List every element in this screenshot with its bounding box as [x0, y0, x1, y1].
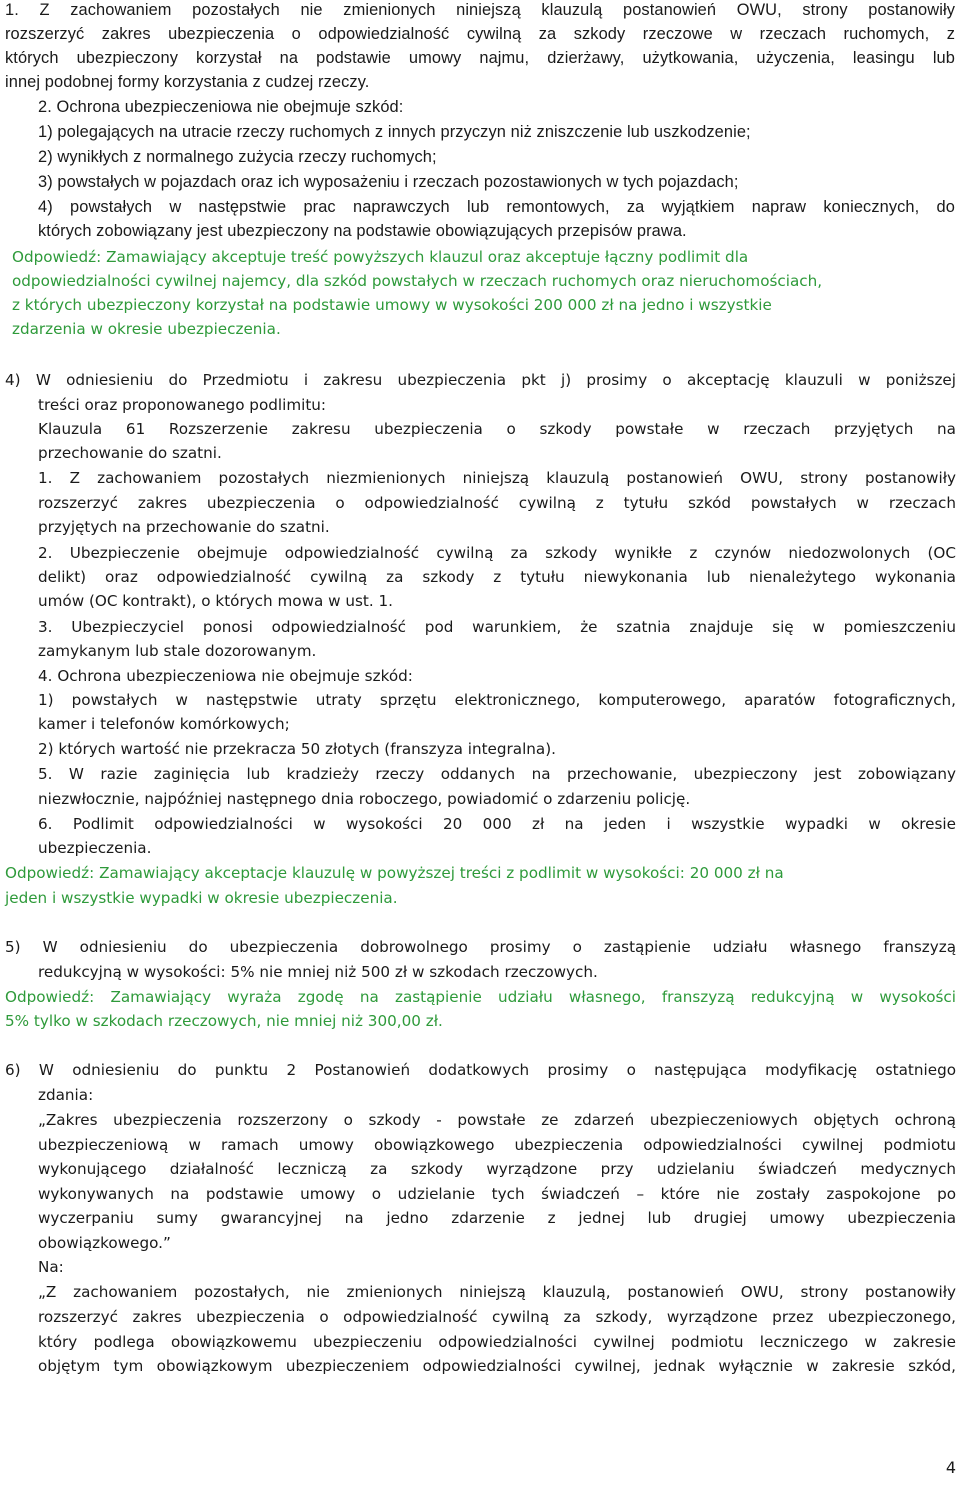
page-number: 4 — [945, 1458, 956, 1477]
text-line: 1) powstałych w następstwie utraty sprzętu elektronicznego, komputerowego, aparatów fotograficznych, — [38, 691, 956, 709]
text-line: 3) powstałych w pojazdach oraz ich wyposażeniu i rzeczach pozostawionych w tych pojazdach; — [38, 173, 739, 191]
answer-line: z których ubezpieczony korzystał na podstawie umowy w wysokości 200 000 zł na jedno i wszystkie — [12, 296, 772, 314]
text-line: wyczerpaniu sumy gwarancyjnej na jedno zdarzenie z jednej lub drugiej umowy ubezpieczenia — [38, 1209, 956, 1227]
question-line: 6) W odniesieniu do punktu 2 Postanowień dodatkowych prosimy o następująca modyfikację ostatniego — [5, 1061, 956, 1079]
text-line: umów (OC kontrakt), o których mowa w ust. 1. — [38, 592, 394, 610]
text-line: 1. Z zachowaniem pozostałych nie zmienionych niniejszą klauzulą postanowień OWU, strony postanowiły — [5, 1, 955, 19]
text-line: wykonywanych na podstawie umowy o udzielanie tych świadczeń – które nie zostały zaspokojone po — [38, 1185, 956, 1203]
text-line: 5. W razie zaginięcia lub kradzieży rzeczy oddanych na przechowanie, ubezpieczony jest zobowiązany — [38, 765, 956, 783]
text-line: 6. Podlimit odpowiedzialności w wysokości 20 000 zł na jeden i wszystkie wypadki w okresie — [38, 815, 956, 833]
text-line: 2. Ochrona ubezpieczeniowa nie obejmuje szkód: — [38, 98, 404, 116]
text-line: wykonującego działalność leczniczą za szkody wyrządzone przy udzielaniu świadczeń medycznych — [38, 1160, 956, 1178]
text-line: których zobowiązany jest ubezpieczony na podstawie obowiązujących przepisów prawa. — [38, 222, 687, 240]
text-line: 1. Z zachowaniem pozostałych niezmienionych niniejszą klauzulą postanowień OWU, strony postanowiły — [38, 469, 956, 487]
answer-line: zdarzenia w okresie ubezpieczenia. — [12, 320, 281, 338]
answer-line: odpowiedzialności cywilnej najemcy, dla szkód powstałych w rzeczach ruchomych oraz nieruchomościach, — [12, 272, 823, 290]
text-line: który podlega obowiązkowemu ubezpieczeniu odpowiedzialności cywilnej podmiotu leczniczego w zakresie — [38, 1333, 956, 1351]
answer-line: Odpowiedź: Zamawiający akceptacje klauzulę w powyższej treści z podlimit w wysokości: 20 000 zł na — [5, 864, 784, 882]
text-line: „Zakres ubezpieczenia rozszerzony o szkody - powstałe ze zdarzeń ubezpieczeniowych objętych ochroną — [38, 1111, 956, 1129]
text-line: „Z zachowaniem pozostałych, nie zmienionych niniejszą klauzulą, postanowień OWU, strony postanowiły — [38, 1283, 956, 1301]
text-line: objętym tym obowiązkowym ubezpieczeniem odpowiedzialności cywilnej, jednak wyłącznie w zakresie szkód, — [38, 1357, 956, 1375]
text-line: których ubezpieczony korzystał na podstawie umowy najmu, dzierżawy, użytkowania, użyczenia, leasingu lub — [5, 49, 955, 67]
answer-line: 5% tylko w szkodach rzeczowych, nie mniej niż 300,00 zł. — [5, 1012, 443, 1030]
text-line: 2) których wartość nie przekracza 50 złotych (franszyza integralna). — [38, 740, 556, 758]
text-line: innej podobnej formy korzystania z cudzej rzeczy. — [5, 73, 370, 91]
text-line: 4) powstałych w następstwie prac naprawczych lub remontowych, za wyjątkiem napraw koniecznych, do — [38, 198, 955, 216]
text-line: ubezpieczenia. — [38, 839, 152, 857]
text-line: ubezpieczeniową w ramach umowy obowiązkowego ubezpieczenia odpowiedzialności cywilnej podmiotu — [38, 1136, 956, 1154]
text-line: rozszerzyć zakres ubezpieczenia o odpowiedzialność cywilną z tytułu szkód powstałych w rzeczach — [38, 494, 956, 512]
answer-line: jeden i wszystkie wypadki w okresie ubezpieczenia. — [5, 889, 398, 907]
text-line: treści oraz proponowanego podlimitu: — [38, 396, 327, 414]
text-line: redukcyjną w wysokości: 5% nie mniej niż 500 zł w szkodach rzeczowych. — [38, 963, 598, 981]
text-line: 3. Ubezpieczyciel ponosi odpowiedzialność pod warunkiem, że szatnia znajduje się w pomieszczeniu — [38, 618, 956, 636]
text-line: 1) polegających na utracie rzeczy ruchomych z innych przyczyn niż zniszczenie lub uszkodzenie; — [38, 123, 751, 141]
text-line: niezwłocznie, najpóźniej następnego dnia roboczego, powiadomić o zdarzeniu policję. — [38, 790, 691, 808]
answer-line: Odpowiedź: Zamawiający akceptuje treść powyższych klauzul oraz akceptuje łączny podlimit dla — [12, 248, 749, 266]
text-line: 4. Ochrona ubezpieczeniowa nie obejmuje szkód: — [38, 667, 413, 685]
text-line: kamer i telefonów komórkowych; — [38, 715, 290, 733]
text-line: zamykanym lub stale dozorowanym. — [38, 642, 317, 660]
text-line: 2) wynikłych z normalnego zużycia rzeczy ruchomych; — [38, 148, 437, 166]
text-line: przechowanie do szatni. — [38, 444, 222, 462]
text-line: rozszerzyć zakres ubezpieczenia o odpowiedzialność cywilną za szkody, wyrządzone przez ubezpieczonego, — [38, 1308, 956, 1326]
answer-line: Odpowiedź: Zamawiający wyraża zgodę na zastąpienie udziału własnego, franszyzą redukcyjną w wysokości — [5, 988, 956, 1006]
question-line: 5) W odniesieniu do ubezpieczenia dobrowolnego prosimy o zastąpienie udziału własnego franszyzą — [5, 938, 956, 956]
question-line: 4) W odniesieniu do Przedmiotu i zakresu ubezpieczenia pkt j) prosimy o akceptację klauzuli w poniższej — [5, 371, 956, 389]
text-line: rozszerzyć zakres ubezpieczenia o odpowiedzialność cywilną za szkody rzeczowe w rzeczach ruchomych, z — [5, 25, 955, 43]
text-line: obowiązkowego.” — [38, 1234, 171, 1252]
text-line: przyjętych na przechowanie do szatni. — [38, 518, 330, 536]
text-line: delikt) oraz odpowiedzialność cywilną za szkody z tytułu niewykonania lub nienależytego wykonania — [38, 568, 956, 586]
text-line: Klauzula 61 Rozszerzenie zakresu ubezpieczenia o szkody powstałe w rzeczach przyjętych na — [38, 420, 956, 438]
text-line: Na: — [38, 1258, 64, 1276]
text-line: 2. Ubezpieczenie obejmuje odpowiedzialność cywilną za szkody wynikłe z czynów niedozwolonych (OC — [38, 544, 956, 562]
text-line: zdania: — [38, 1086, 94, 1104]
